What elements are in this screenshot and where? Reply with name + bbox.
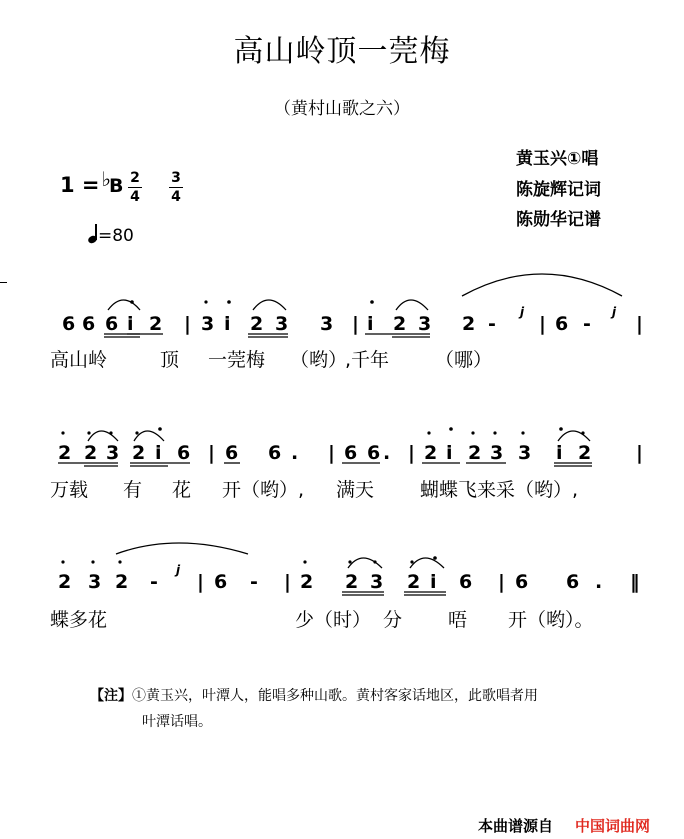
- note: i: [556, 442, 563, 464]
- note: 3: [320, 313, 334, 335]
- note: 6: [225, 442, 239, 464]
- note: 6: [177, 442, 191, 464]
- barline: |: [284, 571, 291, 593]
- lyric-text: 满天: [336, 479, 375, 501]
- note: 6: [214, 571, 228, 593]
- note: .: [291, 442, 299, 464]
- key-note: B: [108, 175, 124, 197]
- note: 3: [370, 571, 384, 593]
- lyric-text: 开（哟）。: [508, 609, 594, 631]
- barline: |: [636, 313, 643, 335]
- note: 3: [418, 313, 432, 335]
- credit-lyrics: 陈旋辉记词: [516, 180, 601, 200]
- note: -: [250, 571, 258, 593]
- note: 6: [268, 442, 282, 464]
- song-subtitle: （黄村山歌之六）: [274, 99, 410, 119]
- barline: |: [408, 442, 415, 464]
- note: 3: [518, 442, 532, 464]
- note: 2: [393, 313, 407, 335]
- note: 6: [82, 313, 96, 335]
- flat-sign: ♭: [101, 167, 111, 191]
- note: i: [446, 442, 453, 464]
- note: 2: [84, 442, 98, 464]
- key-prefix: 1 =: [60, 173, 100, 197]
- note: 2: [300, 571, 314, 593]
- footnote: [90, 683, 650, 735]
- note: 6: [566, 571, 580, 593]
- lyric-text: （哟）: [290, 349, 348, 371]
- note: 3: [88, 571, 102, 593]
- lyric-text: 有: [123, 479, 143, 501]
- barline: |: [184, 313, 191, 335]
- note: i: [127, 313, 134, 335]
- lyric-text: 花: [172, 479, 192, 501]
- note: 2: [424, 442, 438, 464]
- lyric-text: （哪）: [435, 349, 493, 371]
- source-prefix: 本曲谱源自: [478, 817, 554, 835]
- note: 2: [462, 313, 476, 335]
- note: 2: [149, 313, 163, 335]
- lyric-text: 顶: [160, 349, 180, 371]
- lyric-text: 万载: [50, 479, 89, 501]
- note: 3: [201, 313, 215, 335]
- source-brand-link[interactable]: 中国词曲网: [575, 817, 651, 835]
- lyric-text: 一莞梅: [208, 349, 266, 371]
- note: i: [367, 313, 374, 335]
- barline: |: [498, 571, 505, 593]
- note: 2: [407, 571, 421, 593]
- note: .: [595, 571, 603, 593]
- note: 3: [106, 442, 120, 464]
- source-credit: [478, 815, 650, 836]
- note: i: [430, 571, 437, 593]
- note: 2: [58, 442, 72, 464]
- note: 2: [58, 571, 72, 593]
- lyric-text: 高山岭: [50, 349, 108, 371]
- note: 2: [468, 442, 482, 464]
- note: 6: [62, 313, 76, 335]
- lyric-text: 开（哟）,: [222, 479, 305, 501]
- credit-singer: 黄玉兴①唱: [516, 149, 599, 169]
- meter-2-4: 2 4: [127, 170, 143, 205]
- note: 2: [250, 313, 264, 335]
- barline: |: [636, 442, 643, 464]
- grace-note: j: [176, 563, 181, 577]
- credit-score: 陈勋华记谱: [516, 210, 601, 230]
- lyric-text: 唔: [448, 609, 468, 631]
- note: 3: [275, 313, 289, 335]
- note: i: [155, 442, 162, 464]
- barline: |: [328, 442, 335, 464]
- note: 2: [578, 442, 592, 464]
- grace-note: j: [520, 305, 525, 319]
- lyric-text: 蝴蝶飞来采（哟）,: [420, 479, 579, 501]
- note: 6: [367, 442, 381, 464]
- barline: ‖: [630, 571, 640, 593]
- note: 6: [105, 313, 119, 335]
- footnote-label: 【注】: [90, 688, 132, 704]
- note: 2: [345, 571, 359, 593]
- lyric-text: 分: [383, 609, 403, 631]
- barline: |: [539, 313, 546, 335]
- lyric-text: 少（时）: [295, 609, 372, 631]
- grace-note: j: [612, 305, 617, 319]
- barline: |: [208, 442, 215, 464]
- note: 2: [115, 571, 129, 593]
- note: 6: [459, 571, 473, 593]
- note: i: [224, 313, 231, 335]
- note: -: [583, 313, 591, 335]
- note: 3: [490, 442, 504, 464]
- barline: |: [197, 571, 204, 593]
- lyrics-layer: [50, 349, 594, 631]
- note: 6: [344, 442, 358, 464]
- note: 2: [132, 442, 146, 464]
- note: -: [150, 571, 158, 593]
- note: 6: [515, 571, 529, 593]
- lyric-text: ,千年: [345, 349, 390, 371]
- song-title: 高山岭顶一莞梅: [233, 34, 451, 69]
- lyric-text: 蝶多花: [50, 609, 108, 631]
- meter-3-4: 3 4: [168, 170, 184, 205]
- footnote-line-1: ①黄玉兴，叶潭人，能唱多种山歌。黄村客家话地区，此歌唱者用: [132, 688, 538, 704]
- barline: |: [352, 313, 359, 335]
- note: .: [383, 442, 391, 464]
- note: 6: [555, 313, 569, 335]
- footnote-line-2: 叶潭话唱。: [142, 714, 212, 730]
- note: -: [488, 313, 496, 335]
- tempo-marking: =80: [88, 225, 134, 246]
